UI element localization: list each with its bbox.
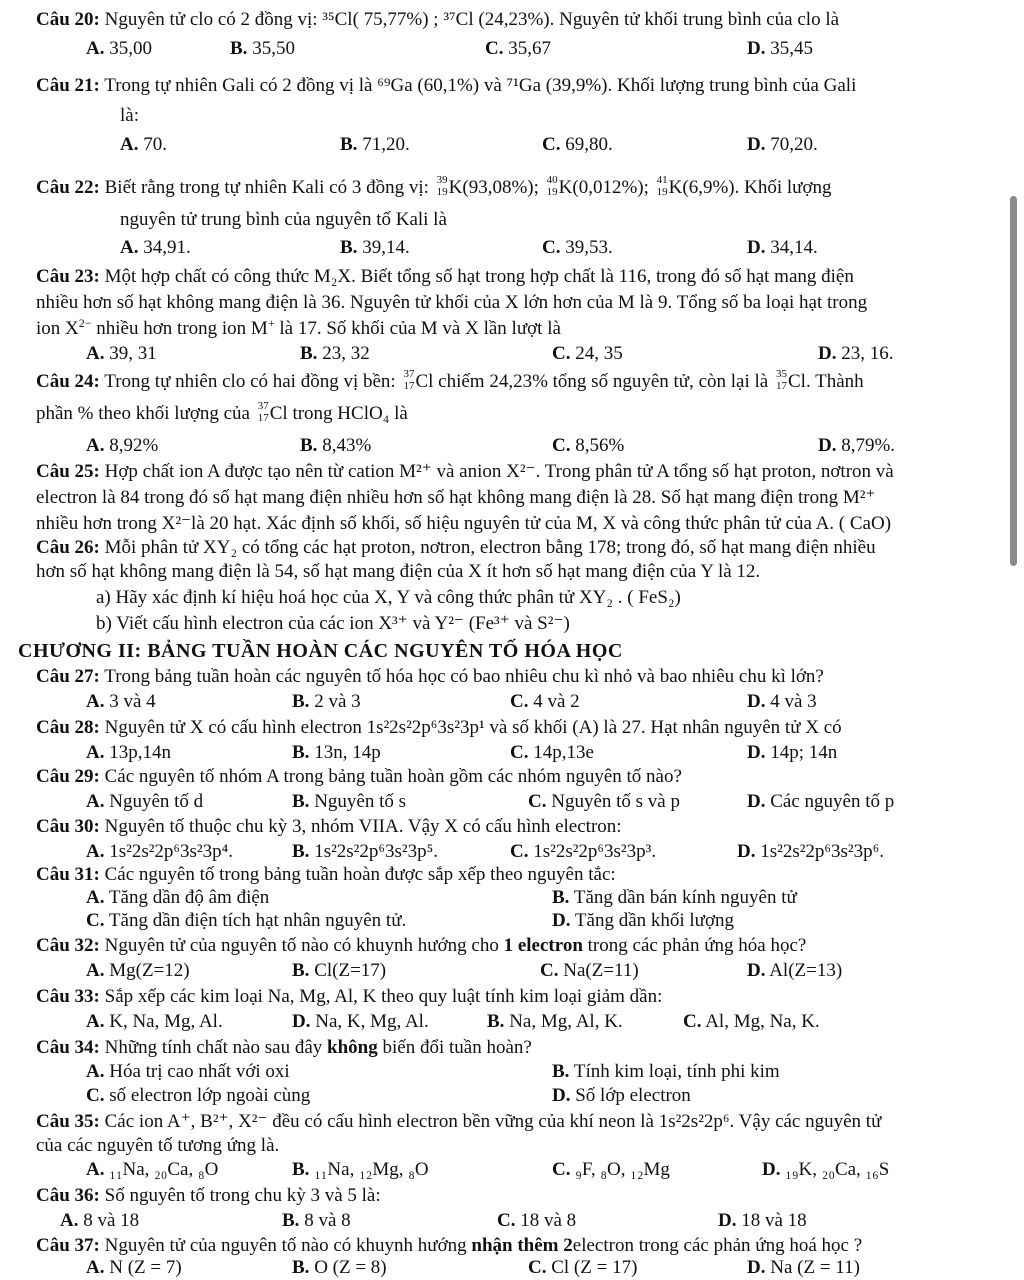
option-a: A. N (Z = 7) [86,1257,182,1278]
option-c: C. 24, 35 [552,343,623,364]
question-27: Câu 27: Trong bảng tuần hoàn các nguyên tố hóa học có bao nhiêu chu kì nhỏ và bao nhiêu chu kì lớn? [36,666,824,687]
option-d: D. 18 và 18 [718,1210,807,1231]
question-35: Câu 35: Các ion A⁺, B²⁺, X²⁻ đều có cấu hình electron bền vững của khí neon là 1s²2s²2p⁶. Vậy các nguyên tử [36,1111,882,1132]
isotope-k39: 39 19 [436,174,448,198]
question-label: Câu 26: [36,537,100,558]
question-25-line3: nhiều hơn trong X²⁻là 20 hạt. Xác định số khối, số hiệu nguyên tử của M, X và công thức phân tử của A. ( CaO) [36,513,892,534]
question-31: Câu 31: Các nguyên tố trong bảng tuần hoàn được sắp xếp theo nguyên tắc: [36,864,616,885]
question-22: Câu 22: Biết rằng trong tự nhiên Kali có 3 đồng vị: 39 19 K(93,08%); 40 19 K(0,012%); 41 19 K(6,9%). Khối lượng [36,174,832,198]
question-label: Câu 36: [36,1185,100,1206]
question-26-part-b: b) Viết cấu hình electron của các ion X³⁺ và Y²⁻ (Fe³⁺ và S²⁻) [96,613,570,634]
option-a: A. 8,92% [86,435,159,456]
isotope-k41: 41 19 [656,174,668,198]
option-a: A. 35,00 [86,38,152,59]
question-33: Câu 33: Sắp xếp các kim loại Na, Mg, Al, K theo quy luật tính kim loại giảm dần: [36,986,663,1007]
question-label: Câu 35: [36,1111,100,1132]
isotope-cl35: 35 17 [775,368,787,392]
option-a: A. Tăng dần độ âm điện [86,887,270,908]
option-c: C. Na(Z=11) [540,960,639,981]
option-c: C. 8,56% [552,435,625,456]
option-c: C. Al, Mg, Na, K. [683,1011,820,1032]
vertical-scrollbar[interactable] [1010,196,1017,566]
question-37: Câu 37: Nguyên tử của nguyên tố nào có khuynh hướng nhận thêm 2electron trong các phản ứng hoá học ? [36,1235,863,1256]
question-label: Câu 29: [36,766,100,787]
option-c: C. 1s²2s²2p⁶3s²3p³. [510,841,657,862]
option-b: B. 13n, 14p [292,742,381,763]
option-b: B. Nguyên tố s [292,791,407,812]
option-c: C. 35,67 [485,38,551,59]
question-25-line2: electron là 84 trong đó số hạt mang điện nhiều hơn số hạt không mang điện là 28. Số hạt mang điện trong M²⁺ [36,487,876,508]
option-d: D. Các nguyên tố p [747,791,895,812]
option-c: C. 69,80. [542,134,613,155]
option-b: B. 8 và 8 [282,1210,351,1231]
option-d: D. 1s²2s²2p⁶3s²3p⁶. [737,841,885,862]
question-35-line2: của các nguyên tố tương ứng là. [36,1135,280,1156]
option-b: B. 35,50 [230,38,295,59]
question-26-part-a: a) Hãy xác định kí hiệu hoá học của X, Y và công thức phân tử XY₂ . ( FeS₂) [96,587,681,608]
question-22-cont: nguyên tử trung bình của nguyên tố Kali là [120,209,447,230]
isotope-cl37: 37 17 [403,368,415,392]
option-b: B. Cl(Z=17) [292,960,387,981]
question-23-line2: nhiều hơn số hạt không mang điện là 36. Nguyên tử khối của X lớn hơn của M là 9. Tổng số ba loại hạt trong [36,292,868,313]
option-a: A. 39, 31 [86,343,157,364]
question-label: Câu 28: [36,717,100,738]
option-c: C. số electron lớp ngoài cùng [86,1085,311,1106]
question-21 [36,74,856,98]
option-a: A. Nguyên tố d [86,791,204,812]
option-c: C. 18 và 8 [497,1210,577,1231]
option-a: A. 70. [120,134,167,155]
option-d: D. 34,14. [747,237,818,258]
question-28: Câu 28: Nguyên tử X có cấu hình electron 1s²2s²2p⁶3s²3p¹ và số khối (A) là 27. Hạt nhân nguyên tử X có [36,717,842,738]
question-23-line3: ion $X^{2-}$ nhiều hơn trong ion M+ là 17. Số khối của M và X lần lượt là [36,316,561,339]
option-a: A. Mg(Z=12) [86,960,190,981]
question-label: Câu 21: [36,75,100,96]
question-23: Câu 23: Một hợp chất có công thức M₂X. Biết tổng số hạt trong hợp chất là 116, trong đó số hạt mang điện [36,266,854,287]
question-21-cont: là: [120,105,139,126]
question-label: Câu 34: [36,1037,100,1058]
question-label: Câu 37: [36,1235,100,1256]
option-b: B. O (Z = 8) [292,1257,387,1278]
question-25: Câu 25: Hợp chất ion A được tạo nên từ cation M²⁺ và anion X²⁻. Trong phân tử A tổng số hạt proton, nơtron và [36,461,894,482]
option-b: B. 1s²2s²2p⁶3s²3p⁵. [292,841,438,862]
option-d: D. Tăng dần khối lượng [552,910,735,931]
chapter-heading: CHƯƠNG II: BẢNG TUẦN HOÀN CÁC NGUYÊN TỐ HÓA HỌC [18,640,623,662]
option-c: C. 14p,13e [510,742,594,763]
question-text: Nguyên tử clo có 2 đồng vị: ³⁵Cl( 75,77%) ; ³⁷Cl (24,23%). Nguyên tử khối trung bình của clo là [104,9,840,30]
option-a: A. 8 và 18 [60,1210,140,1231]
option-d: D. Na, K, Mg, Al. [292,1011,429,1032]
option-c: C. ₉F, ₈O, ₁₂Mg [552,1159,670,1180]
option-c: C. Nguyên tố s và p [528,791,680,812]
option-b: B. 23, 32 [300,343,370,364]
question-20 [36,8,839,32]
option-b: B. ₁₁Na, ₁₂Mg, ₈O [292,1159,429,1180]
question-label: Câu 33: [36,986,100,1007]
option-d: D. Na (Z = 11) [747,1257,860,1278]
isotope-cl37: 37 17 [257,400,269,424]
question-text: Trong tự nhiên Gali có 2 đồng vị là ⁶⁹Ga (60,1%) và ⁷¹Ga (39,9%). Khối lượng trung bình của Gali [104,75,857,96]
option-a: A. Hóa trị cao nhất với oxi [86,1061,290,1082]
option-c: C. 4 và 2 [510,691,580,712]
option-b: B. Tính kim loại, tính phi kim [552,1061,780,1082]
option-d: D. 23, 16. [818,343,894,364]
option-a: A. 34,91. [120,237,191,258]
isotope-k40: 40 19 [546,174,558,198]
option-a: A. 13p,14n [86,742,171,763]
question-label: Câu 23: [36,266,100,287]
option-a: A. 3 và 4 [86,691,156,712]
question-label: Câu 20: [36,9,100,30]
option-c: C. 39,53. [542,237,613,258]
question-30: Câu 30: Nguyên tố thuộc chu kỳ 3, nhóm VIIA. Vậy X có cấu hình electron: [36,816,622,837]
question-32: Câu 32: Nguyên tử của nguyên tố nào có khuynh hướng cho 1 electron trong các phản ứng hóa học? [36,935,807,956]
question-label: Câu 32: [36,935,100,956]
option-d: D. ₁₉K, ₂₀Ca, ₁₆S [762,1159,890,1180]
question-label: Câu 24: [36,371,100,392]
option-d: D. Số lớp electron [552,1085,691,1106]
option-a: A. ₁₁Na, ₂₀Ca, ₈O [86,1159,219,1180]
question-24: Câu 24: Trong tự nhiên clo có hai đồng vị bền: 37 17 Cl chiếm 24,23% tổng số nguyên tử, còn lại là 35 17 Cl. Thành [36,368,864,392]
question-24-line2: phần % theo khối lượng của 37 17 Cl trong HClO₄ là [36,400,408,424]
question-label: Câu 30: [36,816,100,837]
option-b: B. Na, Mg, Al, K. [487,1011,623,1032]
question-label: Câu 22: [36,177,100,198]
question-26-line2: hơn số hạt không mang điện là 54, số hạt mang điện của X ít hơn số hạt mang điện của Y là 12. [36,561,761,582]
question-label: Câu 31: [36,864,100,885]
option-a: A. 1s²2s²2p⁶3s²3p⁴. [86,841,234,862]
option-d: D. Al(Z=13) [747,960,843,981]
question-34: Câu 34: Những tính chất nào sau đây không biến đổi tuần hoàn? [36,1037,532,1058]
option-c: C. Tăng dần điện tích hạt nhân nguyên tử. [86,910,407,931]
option-d: D. 4 và 3 [747,691,817,712]
option-d: D. 14p; 14n [747,742,838,763]
option-b: B. 2 và 3 [292,691,361,712]
question-36: Câu 36: Số nguyên tố trong chu kỳ 3 và 5 là: [36,1185,381,1206]
question-label: Câu 25: [36,461,100,482]
option-c: C. Cl (Z = 17) [528,1257,638,1278]
option-b: B. 39,14. [340,237,410,258]
question-29: Câu 29: Các nguyên tố nhóm A trong bảng tuần hoàn gồm các nhóm nguyên tố nào? [36,766,682,787]
question-label: Câu 27: [36,666,100,687]
option-b: B. 71,20. [340,134,410,155]
option-d: D. 35,45 [747,38,813,59]
option-a: A. K, Na, Mg, Al. [86,1011,223,1032]
option-b: B. Tăng dần bán kính nguyên tử [552,887,797,908]
option-d: D. 8,79%. [818,435,896,456]
question-26: Câu 26: Mỗi phân tử XY₂ có tổng các hạt proton, nơtron, electron bằng 178; trong đó, số hạt mang điện nhiều [36,537,876,558]
option-d: D. 70,20. [747,134,818,155]
option-b: B. 8,43% [300,435,372,456]
